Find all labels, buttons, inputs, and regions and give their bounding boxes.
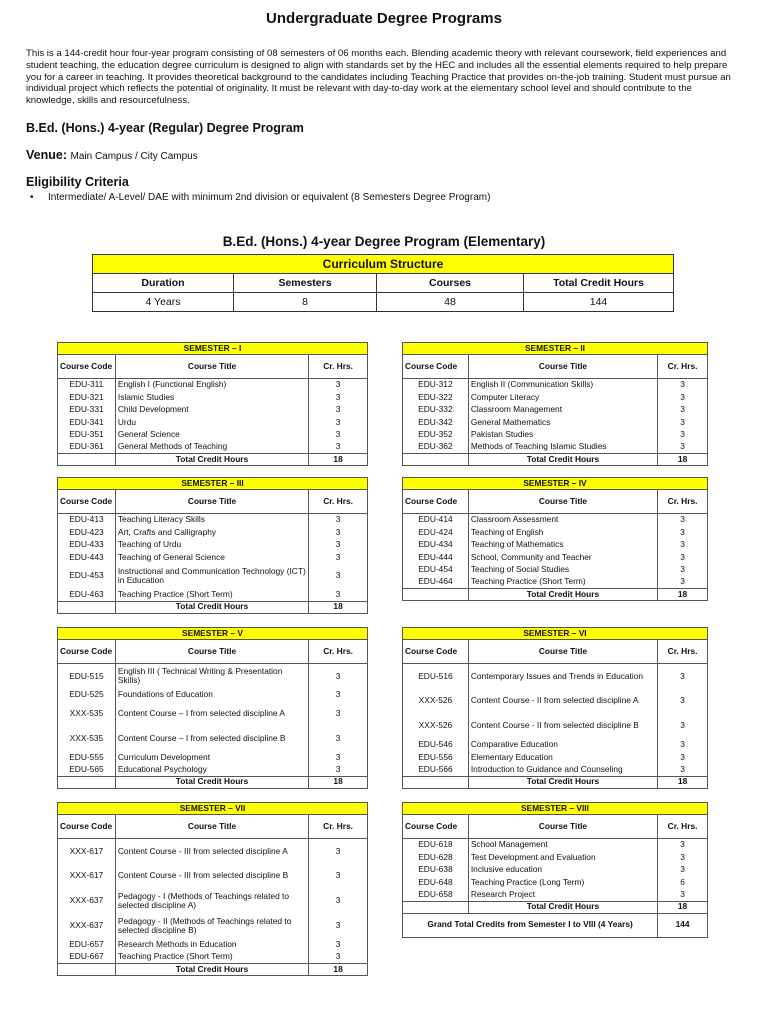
course-code: XXX-535 [58, 701, 116, 726]
total-credit-label: Total Credit Hours [468, 776, 657, 788]
credit-hours: 3 [309, 764, 368, 777]
total-credit-label: Total Credit Hours [115, 964, 308, 976]
credit-hours-header: Cr. Hrs. [309, 815, 368, 839]
cs-value-courses: 48 [377, 293, 524, 312]
course-title: Educational Psychology [115, 764, 308, 777]
semester-title: SEMESTER – IV [403, 478, 708, 490]
course-row [403, 441, 708, 454]
course-row [58, 526, 368, 539]
credit-hours: 3 [309, 589, 368, 602]
credit-hours: 3 [309, 551, 368, 564]
course-code: EDU-667 [58, 951, 116, 964]
course-row [403, 379, 708, 392]
credit-hours: 3 [658, 404, 708, 417]
course-code: EDU-433 [58, 539, 116, 552]
course-code: XXX-617 [58, 839, 116, 864]
total-spacer [58, 601, 116, 613]
course-code-header: Course Code [403, 355, 469, 379]
course-row [58, 701, 368, 726]
credit-hours: 3 [658, 379, 708, 392]
credit-hours: 3 [658, 441, 708, 454]
course-code-header: Course Code [403, 815, 469, 839]
total-spacer [403, 901, 469, 913]
intro-paragraph: This is a 144-credit hour four-year program consisting of 08 semesters of 06 months each. Blending academic theory with relevant coursework, field experiences and student teaching, the education degree curriculum is designed to align with standards set by the HEC and includes all the essential elements required to help prepare you for a career in teaching. It provides theoretical background to the candidates including Teaching Practice that provides on-the-job training. Student must pursue an individual project which reflects the potential of originality. It must be relevant with day-to-day work at the elementary school level and should contribute to the knowledge, skills and resourcefulness. [26, 48, 731, 107]
course-row [58, 379, 368, 392]
total-spacer [403, 776, 469, 788]
course-row [58, 864, 368, 889]
semester-title: SEMESTER – VIII [403, 803, 708, 815]
total-spacer [58, 964, 116, 976]
course-row [58, 951, 368, 964]
total-credit-value: 18 [658, 454, 708, 466]
course-title: Elementary Education [468, 751, 657, 764]
semester-table-6 [402, 627, 708, 789]
course-code: XXX-617 [58, 864, 116, 889]
course-title: Content Course - II from selected discipline A [468, 689, 657, 714]
course-code: EDU-566 [403, 764, 469, 777]
course-code: XXX-526 [403, 689, 469, 714]
course-code: EDU-321 [58, 391, 116, 404]
course-row [58, 551, 368, 564]
credit-hours: 3 [658, 851, 708, 864]
course-code: EDU-648 [403, 876, 469, 889]
course-title: Teaching Practice (Short Term) [468, 576, 657, 589]
cs-value-duration: 4 Years [93, 293, 234, 312]
credit-hours-header: Cr. Hrs. [309, 490, 368, 514]
course-code: XXX-637 [58, 914, 116, 939]
credit-hours: 3 [309, 914, 368, 939]
course-code: EDU-463 [58, 589, 116, 602]
course-code: EDU-525 [58, 689, 116, 702]
course-code: EDU-413 [58, 514, 116, 527]
course-row [58, 589, 368, 602]
course-code: EDU-618 [403, 839, 469, 852]
credit-hours: 3 [658, 689, 708, 714]
course-title: School Management [468, 839, 657, 852]
course-row [403, 714, 708, 739]
credit-hours: 3 [309, 514, 368, 527]
credit-hours: 3 [658, 416, 708, 429]
total-spacer [58, 454, 116, 466]
semester-table-8 [402, 802, 708, 938]
course-row [403, 551, 708, 564]
course-title: Child Development [115, 404, 308, 417]
cs-value-semesters: 8 [234, 293, 377, 312]
course-code-header: Course Code [403, 490, 469, 514]
course-row [58, 764, 368, 777]
eligibility-item [30, 192, 490, 203]
course-title: General Methods of Teaching [115, 441, 308, 454]
credit-hours-header: Cr. Hrs. [658, 355, 708, 379]
credit-hours: 3 [658, 576, 708, 589]
course-row [403, 851, 708, 864]
course-title-header: Course Title [468, 490, 657, 514]
course-title: Foundations of Education [115, 689, 308, 702]
course-row [403, 391, 708, 404]
program-heading: B.Ed. (Hons.) 4-year (Regular) Degree Program [26, 121, 304, 135]
semester-title: SEMESTER – III [58, 478, 368, 490]
credit-hours: 3 [309, 726, 368, 751]
course-code-header: Course Code [58, 490, 116, 514]
cs-header-semesters: Semesters [234, 274, 377, 293]
course-title: Teaching of Social Studies [468, 564, 657, 577]
course-code-header: Course Code [58, 640, 116, 664]
credit-hours: 3 [309, 701, 368, 726]
course-row [58, 939, 368, 952]
total-credit-label: Total Credit Hours [468, 901, 657, 913]
course-code: EDU-658 [403, 889, 469, 902]
course-title: Art, Crafts and Calligraphy [115, 526, 308, 539]
course-title: Teaching of Mathematics [468, 539, 657, 552]
course-code: EDU-361 [58, 441, 116, 454]
course-title: Teaching Practice (Long Term) [468, 876, 657, 889]
credit-hours: 3 [309, 664, 368, 689]
semester-table-2 [402, 342, 708, 466]
course-code: EDU-312 [403, 379, 469, 392]
venue-value: Main Campus / City Campus [70, 151, 198, 162]
course-title: English I (Functional English) [115, 379, 308, 392]
credit-hours: 3 [309, 526, 368, 539]
credit-hours: 3 [309, 864, 368, 889]
credit-hours: 3 [658, 714, 708, 739]
credit-hours: 3 [309, 889, 368, 914]
course-title: Curriculum Development [115, 751, 308, 764]
course-title-header: Course Title [468, 355, 657, 379]
course-title: Teaching Literacy Skills [115, 514, 308, 527]
course-code-header: Course Code [403, 640, 469, 664]
semester-title: SEMESTER – VI [403, 628, 708, 640]
course-title: Methods of Teaching Islamic Studies [468, 441, 657, 454]
semester-title: SEMESTER – VII [58, 803, 368, 815]
course-code: EDU-311 [58, 379, 116, 392]
bullet-icon: • [30, 192, 34, 203]
course-code: EDU-443 [58, 551, 116, 564]
course-title: Classroom Management [468, 404, 657, 417]
course-title: Teaching of General Science [115, 551, 308, 564]
course-title: Islamic Studies [115, 391, 308, 404]
credit-hours: 3 [309, 441, 368, 454]
credit-hours-header: Cr. Hrs. [658, 490, 708, 514]
course-code: EDU-342 [403, 416, 469, 429]
course-row [403, 404, 708, 417]
semester-table-7 [57, 802, 368, 976]
course-row [403, 764, 708, 777]
course-row [403, 864, 708, 877]
course-row [403, 689, 708, 714]
course-title: Content Course – I from selected discipline B [115, 726, 308, 751]
credit-hours: 3 [658, 751, 708, 764]
total-spacer [403, 589, 469, 601]
semester-table-1 [57, 342, 368, 466]
course-code: EDU-638 [403, 864, 469, 877]
total-credit-value: 18 [658, 901, 708, 913]
total-credit-label: Total Credit Hours [115, 776, 308, 788]
course-row [58, 689, 368, 702]
course-row [403, 664, 708, 689]
course-title: Pakistan Studies [468, 429, 657, 442]
semester-title: SEMESTER – I [58, 343, 368, 355]
credit-hours: 3 [658, 764, 708, 777]
course-code-header: Course Code [58, 815, 116, 839]
credit-hours: 3 [309, 689, 368, 702]
semester-title: SEMESTER – II [403, 343, 708, 355]
course-title: English II (Communication Skills) [468, 379, 657, 392]
course-row [403, 564, 708, 577]
course-title: Instructional and Communication Technology (ICT) in Education [115, 564, 308, 589]
course-row [403, 416, 708, 429]
course-code-header: Course Code [58, 355, 116, 379]
course-title: Teaching of English [468, 526, 657, 539]
credit-hours: 3 [309, 404, 368, 417]
course-row [58, 726, 368, 751]
curriculum-title: Curriculum Structure [93, 255, 674, 274]
credit-hours: 3 [309, 429, 368, 442]
course-code: EDU-555 [58, 751, 116, 764]
credit-hours: 3 [309, 416, 368, 429]
course-title: Test Development and Evaluation [468, 851, 657, 864]
credit-hours-header: Cr. Hrs. [658, 815, 708, 839]
course-code: EDU-331 [58, 404, 116, 417]
course-code: XXX-526 [403, 714, 469, 739]
grand-total-label: Grand Total Credits from Semester I to VIII (4 Years) [403, 913, 658, 937]
course-row [403, 539, 708, 552]
course-title: Pedagogy - I (Methods of Teachings related to selected discipline A) [115, 889, 308, 914]
course-code: EDU-454 [403, 564, 469, 577]
course-title: Comparative Education [468, 739, 657, 752]
course-code: EDU-423 [58, 526, 116, 539]
course-code: EDU-516 [403, 664, 469, 689]
course-row [58, 441, 368, 454]
course-code: EDU-657 [58, 939, 116, 952]
course-title: Urdu [115, 416, 308, 429]
course-code: EDU-464 [403, 576, 469, 589]
course-title: Introduction to Guidance and Counseling [468, 764, 657, 777]
total-credit-label: Total Credit Hours [468, 454, 657, 466]
semester-table-4 [402, 477, 708, 601]
course-title-header: Course Title [468, 815, 657, 839]
total-credit-value: 18 [309, 454, 368, 466]
course-row [403, 429, 708, 442]
credit-hours: 3 [309, 839, 368, 864]
semester-table-3 [57, 477, 368, 614]
credit-hours-header: Cr. Hrs. [309, 640, 368, 664]
credit-hours: 3 [309, 951, 368, 964]
course-title-header: Course Title [115, 640, 308, 664]
eligibility-heading: Eligibility Criteria [26, 175, 129, 189]
total-credit-value: 18 [658, 776, 708, 788]
course-row [58, 664, 368, 689]
course-code: EDU-362 [403, 441, 469, 454]
course-code: EDU-515 [58, 664, 116, 689]
elementary-heading: B.Ed. (Hons.) 4-year Degree Program (Elementary) [222, 234, 546, 249]
credit-hours: 3 [658, 864, 708, 877]
credit-hours: 3 [658, 429, 708, 442]
semester-title: SEMESTER – V [58, 628, 368, 640]
cs-value-credits: 144 [524, 293, 674, 312]
total-credit-value: 18 [309, 601, 368, 613]
course-code: EDU-565 [58, 764, 116, 777]
credit-hours: 3 [309, 564, 368, 589]
course-title: Research Methods in Education [115, 939, 308, 952]
course-title-header: Course Title [468, 640, 657, 664]
course-title: Content Course – I from selected discipline A [115, 701, 308, 726]
course-row [58, 404, 368, 417]
page-title: Undergraduate Degree Programs [266, 10, 502, 27]
course-title: Content Course - II from selected discipline B [468, 714, 657, 739]
course-code: EDU-341 [58, 416, 116, 429]
course-code: EDU-332 [403, 404, 469, 417]
course-row [58, 539, 368, 552]
course-title: Pedagogy - II (Methods of Teachings related to selected discipline B) [115, 914, 308, 939]
credit-hours: 3 [658, 551, 708, 564]
course-title: Teaching Practice (Short Term) [115, 589, 308, 602]
course-row [58, 889, 368, 914]
course-row [403, 526, 708, 539]
course-row [403, 514, 708, 527]
credit-hours: 6 [658, 876, 708, 889]
total-credit-label: Total Credit Hours [115, 454, 308, 466]
course-title-header: Course Title [115, 815, 308, 839]
cs-header-credits: Total Credit Hours [524, 274, 674, 293]
credit-hours: 3 [309, 379, 368, 392]
course-code: EDU-352 [403, 429, 469, 442]
semester-table-5 [57, 627, 368, 789]
credit-hours-header: Cr. Hrs. [658, 640, 708, 664]
course-code: EDU-351 [58, 429, 116, 442]
course-row [403, 751, 708, 764]
cs-header-duration: Duration [93, 274, 234, 293]
course-row [403, 576, 708, 589]
course-row [403, 876, 708, 889]
credit-hours: 3 [658, 564, 708, 577]
course-title: Contemporary Issues and Trends in Education [468, 664, 657, 689]
course-title: Classroom Assessment [468, 514, 657, 527]
course-code: XXX-535 [58, 726, 116, 751]
credit-hours: 3 [309, 939, 368, 952]
course-code: EDU-322 [403, 391, 469, 404]
grand-total-value: 144 [658, 913, 708, 937]
course-code: XXX-637 [58, 889, 116, 914]
course-title: Teaching Practice (Short Term) [115, 951, 308, 964]
course-row [58, 751, 368, 764]
credit-hours: 3 [658, 514, 708, 527]
course-row [58, 429, 368, 442]
credit-hours: 3 [658, 664, 708, 689]
course-row [403, 889, 708, 902]
course-row [58, 564, 368, 589]
course-code: EDU-434 [403, 539, 469, 552]
course-code: EDU-556 [403, 751, 469, 764]
course-row [58, 416, 368, 429]
course-code: EDU-444 [403, 551, 469, 564]
course-row [403, 739, 708, 752]
total-credit-label: Total Credit Hours [468, 589, 657, 601]
course-title: Inclusive education [468, 864, 657, 877]
credit-hours: 3 [658, 839, 708, 852]
course-title-header: Course Title [115, 355, 308, 379]
course-title: Research Project [468, 889, 657, 902]
cs-header-courses: Courses [377, 274, 524, 293]
credit-hours: 3 [309, 539, 368, 552]
credit-hours: 3 [658, 739, 708, 752]
eligibility-text: Intermediate/ A-Level/ DAE with minimum 2nd division or equivalent (8 Semesters Degree Program) [48, 192, 491, 203]
course-code: EDU-453 [58, 564, 116, 589]
course-code: EDU-414 [403, 514, 469, 527]
course-row [403, 839, 708, 852]
total-credit-value: 18 [658, 589, 708, 601]
curriculum-structure-table [92, 254, 674, 312]
credit-hours-header: Cr. Hrs. [309, 355, 368, 379]
course-row [58, 914, 368, 939]
course-title: English III ( Technical Writing & Presentation Skills) [115, 664, 308, 689]
credit-hours: 3 [658, 889, 708, 902]
course-title: Content Course - III from selected discipline A [115, 839, 308, 864]
course-title: Computer Literacy [468, 391, 657, 404]
course-row [58, 514, 368, 527]
credit-hours: 3 [658, 526, 708, 539]
credit-hours: 3 [658, 539, 708, 552]
credit-hours: 3 [658, 391, 708, 404]
course-code: EDU-424 [403, 526, 469, 539]
course-code: EDU-628 [403, 851, 469, 864]
course-row [58, 839, 368, 864]
total-spacer [403, 454, 469, 466]
venue-label: Venue: [26, 148, 67, 162]
course-title: General Science [115, 429, 308, 442]
course-title: General Mathematics [468, 416, 657, 429]
credit-hours: 3 [309, 391, 368, 404]
total-spacer [58, 776, 116, 788]
venue-line [26, 148, 198, 162]
course-title: Teaching of Urdu [115, 539, 308, 552]
total-credit-value: 18 [309, 964, 368, 976]
course-title: School, Community and Teacher [468, 551, 657, 564]
total-credit-label: Total Credit Hours [115, 601, 308, 613]
credit-hours: 3 [309, 751, 368, 764]
course-title-header: Course Title [115, 490, 308, 514]
course-title: Content Course - III from selected discipline B [115, 864, 308, 889]
course-code: EDU-546 [403, 739, 469, 752]
course-row [58, 391, 368, 404]
total-credit-value: 18 [309, 776, 368, 788]
